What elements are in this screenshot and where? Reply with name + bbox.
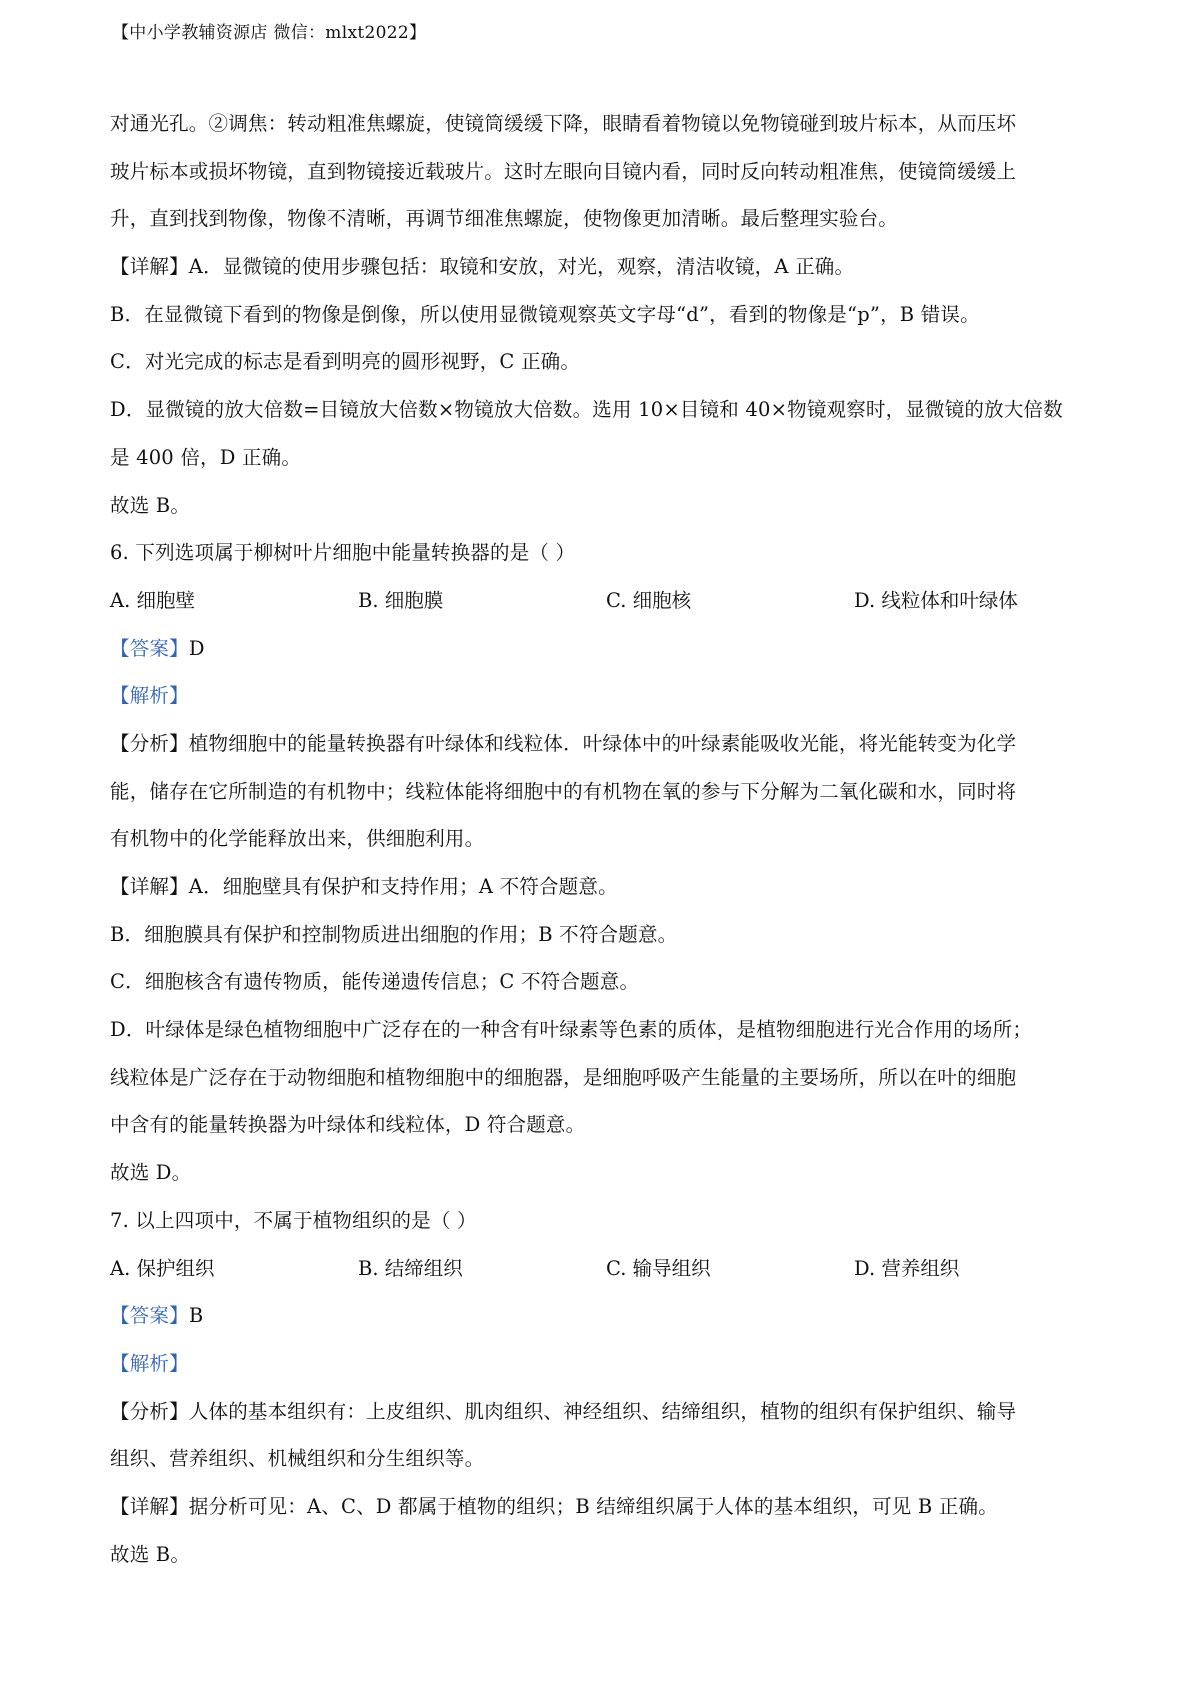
question-6-options: [110, 577, 1100, 625]
text-line: 玻片标本或损坏物镜，直到物镜接近载玻片。这时左眼向目镜内看，同时反向转动粗准焦，使镜筒缓缓上: [110, 159, 1017, 183]
question-6-answer: [110, 625, 1100, 673]
option-a: A. 保护组织: [110, 1256, 215, 1280]
document-body: [110, 100, 1100, 1578]
answer-value: B: [188, 1304, 204, 1328]
text-line: D．叶绿体是绿色植物细胞中广泛存在的一种含有叶绿素等色素的质体，是植物细胞进行光合作用的场所；: [110, 1018, 1033, 1042]
answer-label: 【答案】: [110, 1304, 189, 1328]
question-7-stem: 7. 以上四项中，不属于植物组织的是（ ）: [110, 1208, 477, 1232]
option-c: C. 细胞核: [606, 588, 692, 612]
answer-label: 【答案】: [110, 636, 189, 660]
question-6-stem: 6. 下列选项属于柳树叶片细胞中能量转换器的是（ ）: [110, 541, 576, 565]
option-a: A. 细胞壁: [110, 588, 195, 612]
text-line: 能，储存在它所制造的有机物中；线粒体能将细胞中的有机物在氧的参与下分解为二氧化碳和水，同时将: [110, 779, 1017, 803]
text-line: 故选 B。: [110, 493, 191, 517]
text-line: 有机物中的化学能释放出来，供细胞利用。: [110, 827, 485, 851]
text-line: B．在显微镜下看到的物像是倒像，所以使用显微镜观察英文字母“d”，看到的物像是“p”，B 错误。: [110, 302, 980, 326]
text-line: B．细胞膜具有保护和控制物质进出细胞的作用；B 不符合题意。: [110, 922, 678, 946]
text-line: 线粒体是广泛存在于动物细胞和植物细胞中的细胞器，是细胞呼吸产生能量的主要场所，所以在叶的细胞: [110, 1065, 1017, 1089]
question-7-options: [110, 1245, 1100, 1293]
text-line: 【分析】植物细胞中的能量转换器有叶绿体和线粒体．叶绿体中的叶绿素能吸收光能，将光能转变为化学: [110, 731, 1017, 755]
question-7-analysis-label: 【解析】: [110, 1351, 189, 1375]
option-b: B. 结缔组织: [358, 1256, 463, 1280]
question-6-analysis-label: 【解析】: [110, 684, 189, 708]
text-line: 是 400 倍，D 正确。: [110, 445, 302, 469]
text-line: C．细胞核含有遗传物质，能传递遗传信息；C 不符合题意。: [110, 970, 640, 994]
text-line: 【详解】据分析可见：A、C、D 都属于植物的组织；B 结缔组织属于人体的基本组织，可见 B 正确。: [110, 1494, 998, 1518]
text-line: 【分析】人体的基本组织有：上皮组织、肌肉组织、神经组织、结缔组织，植物的组织有保护组织、输导: [110, 1399, 1017, 1423]
text-line: 故选 D。: [110, 1161, 192, 1185]
text-line: D．显微镜的放大倍数=目镜放大倍数×物镜放大倍数。选用 10×目镜和 40×物镜观察时，显微镜的放大倍数: [110, 398, 1063, 422]
question-7-answer: [110, 1292, 1100, 1340]
text-line: 对通光孔。②调焦：转动粗准焦螺旋，使镜筒缓缓下降，眼睛看着物镜以免物镜碰到玻片标本，从而压坏: [110, 112, 1017, 135]
option-b: B. 细胞膜: [358, 588, 444, 612]
option-c: C. 输导组织: [606, 1256, 711, 1280]
text-line: 中含有的能量转换器为叶绿体和线粒体，D 符合题意。: [110, 1113, 586, 1137]
text-line: 升，直到找到物像，物像不清晰，再调节细准焦螺旋，使物像更加清晰。最后整理实验台。: [110, 207, 899, 231]
text-line: 【详解】A．显微镜的使用步骤包括：取镜和安放，对光，观察，清洁收镜，A 正确。: [110, 255, 855, 279]
text-line: 【详解】A．细胞壁具有保护和支持作用；A 不符合题意。: [110, 875, 618, 898]
option-d: D. 营养组织: [854, 1256, 960, 1280]
answer-value: D: [188, 636, 205, 660]
header-watermark: 【中小学教辅资源店 微信：mlxt2022】: [112, 23, 427, 43]
text-line: C．对光完成的标志是看到明亮的圆形视野，C 正确。: [110, 350, 581, 374]
option-d: D. 线粒体和叶绿体: [854, 588, 1018, 612]
text-line: 组织、营养组织、机械组织和分生组织等。: [110, 1447, 485, 1471]
text-line: 故选 B。: [110, 1542, 191, 1566]
